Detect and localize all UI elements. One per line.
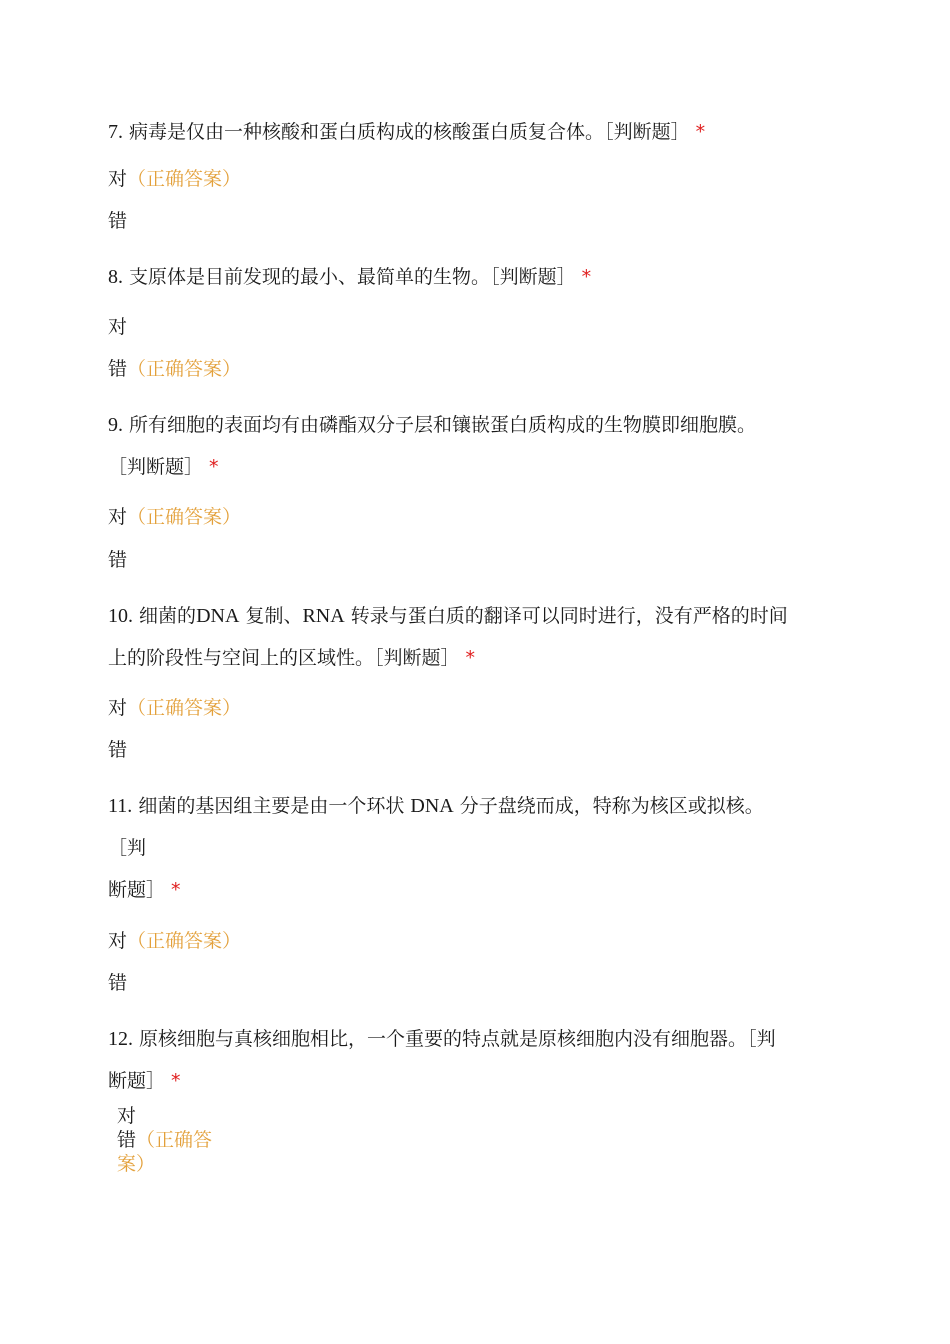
option-false[interactable] xyxy=(108,209,127,233)
question-type-tag-part: ［判 xyxy=(747,1028,776,1050)
question-text: 病毒是仅由一种核酸和蛋白质构成的核酸蛋白质复合体。 xyxy=(129,121,605,143)
question-11-title xyxy=(108,794,764,818)
required-mark: * xyxy=(581,266,592,288)
question-text: 支原体是目前发现的最小、最简单的生物。 xyxy=(129,266,491,288)
question-type-tag-part: 断题］ xyxy=(108,1070,166,1092)
option-false[interactable] xyxy=(108,357,241,381)
option-label: 对 xyxy=(108,697,128,719)
question-text: 细菌的 xyxy=(139,605,197,627)
question-type-tag: ［判断题］ xyxy=(374,647,460,669)
question-type-tag-part: 断题］ xyxy=(108,879,166,901)
question-7-title xyxy=(108,120,705,144)
option-false[interactable] xyxy=(108,971,127,995)
option-false[interactable] xyxy=(108,738,127,762)
correct-answer-label-wrap xyxy=(117,1152,155,1176)
question-text: 转录与蛋白质的翻译可以同时进行，没有严格的时间 xyxy=(350,605,788,627)
question-number: 12. xyxy=(108,1028,133,1050)
question-number: 11. xyxy=(108,795,133,817)
question-12-title xyxy=(108,1027,776,1051)
required-mark: * xyxy=(209,456,219,478)
option-label: 错 xyxy=(108,972,128,994)
option-true[interactable] xyxy=(108,929,241,953)
required-mark: * xyxy=(171,1070,181,1092)
option-label: 对 xyxy=(108,506,128,528)
required-mark: * xyxy=(695,121,706,143)
option-label: 对 xyxy=(108,168,128,190)
question-number: 8. xyxy=(108,266,123,288)
option-label: 错 xyxy=(117,1129,137,1151)
option-label: 错 xyxy=(108,210,128,232)
question-10-title xyxy=(108,604,788,628)
required-mark: * xyxy=(465,647,476,669)
question-number: 9. xyxy=(108,414,123,436)
question-text: 所有细胞的表面均有由磷酯双分子层和镶嵌蛋白质构成的生物膜即细胞膜。 xyxy=(129,414,757,436)
correct-answer-label: （正确答案） xyxy=(127,168,242,190)
question-8-title xyxy=(108,265,591,289)
correct-answer-label: （正确答案） xyxy=(127,358,242,380)
question-number: 7. xyxy=(108,121,123,143)
question-type-tag-part: ［判 xyxy=(108,837,147,859)
question-11-tag-line2 xyxy=(108,878,181,902)
option-true[interactable] xyxy=(108,505,241,529)
option-label: 错 xyxy=(108,358,128,380)
question-text-dna: DNA xyxy=(196,605,240,627)
option-true[interactable] xyxy=(117,1104,136,1128)
question-10-title-line2 xyxy=(108,646,475,670)
question-text-dna: DNA xyxy=(410,795,454,817)
question-9-title-line2 xyxy=(108,455,219,479)
correct-answer-label-part: （正确答 xyxy=(136,1129,213,1151)
question-text: 上的阶段性与空间上的区域性。 xyxy=(108,647,375,669)
option-label: 对 xyxy=(117,1105,137,1127)
correct-answer-label: （正确答案） xyxy=(127,506,242,528)
question-text: 分子盘绕而成，特称为核区或拟核。 xyxy=(459,795,764,817)
option-false[interactable] xyxy=(117,1128,212,1152)
option-true[interactable] xyxy=(108,696,241,720)
option-label: 对 xyxy=(108,316,128,338)
correct-answer-label-part: 案） xyxy=(117,1153,156,1175)
option-label: 错 xyxy=(108,549,128,571)
question-text: 细菌的基因组主要是由一个环状 xyxy=(138,795,405,817)
option-label: 对 xyxy=(108,930,128,952)
correct-answer-label: （正确答案） xyxy=(127,930,242,952)
required-mark: * xyxy=(171,879,181,901)
correct-answer-label: （正确答案） xyxy=(127,697,242,719)
question-number: 10. xyxy=(108,605,133,627)
question-11-tag-line1 xyxy=(108,836,146,860)
option-false[interactable] xyxy=(108,548,127,572)
option-true[interactable] xyxy=(108,167,241,191)
question-text: 复制、 xyxy=(245,605,303,627)
question-type-tag: ［判断题］ xyxy=(490,266,576,288)
question-12-title-line2 xyxy=(108,1069,181,1093)
question-type-tag: ［判断题］ xyxy=(604,121,690,143)
option-true[interactable] xyxy=(108,315,127,339)
question-text: 原核细胞与真核细胞相比，一个重要的特点就是原核细胞内没有细胞器。 xyxy=(139,1028,748,1050)
question-9-title xyxy=(108,413,756,437)
option-label: 错 xyxy=(108,739,128,761)
question-text-rna: RNA xyxy=(302,605,345,627)
question-type-tag: ［判断题］ xyxy=(108,456,204,478)
